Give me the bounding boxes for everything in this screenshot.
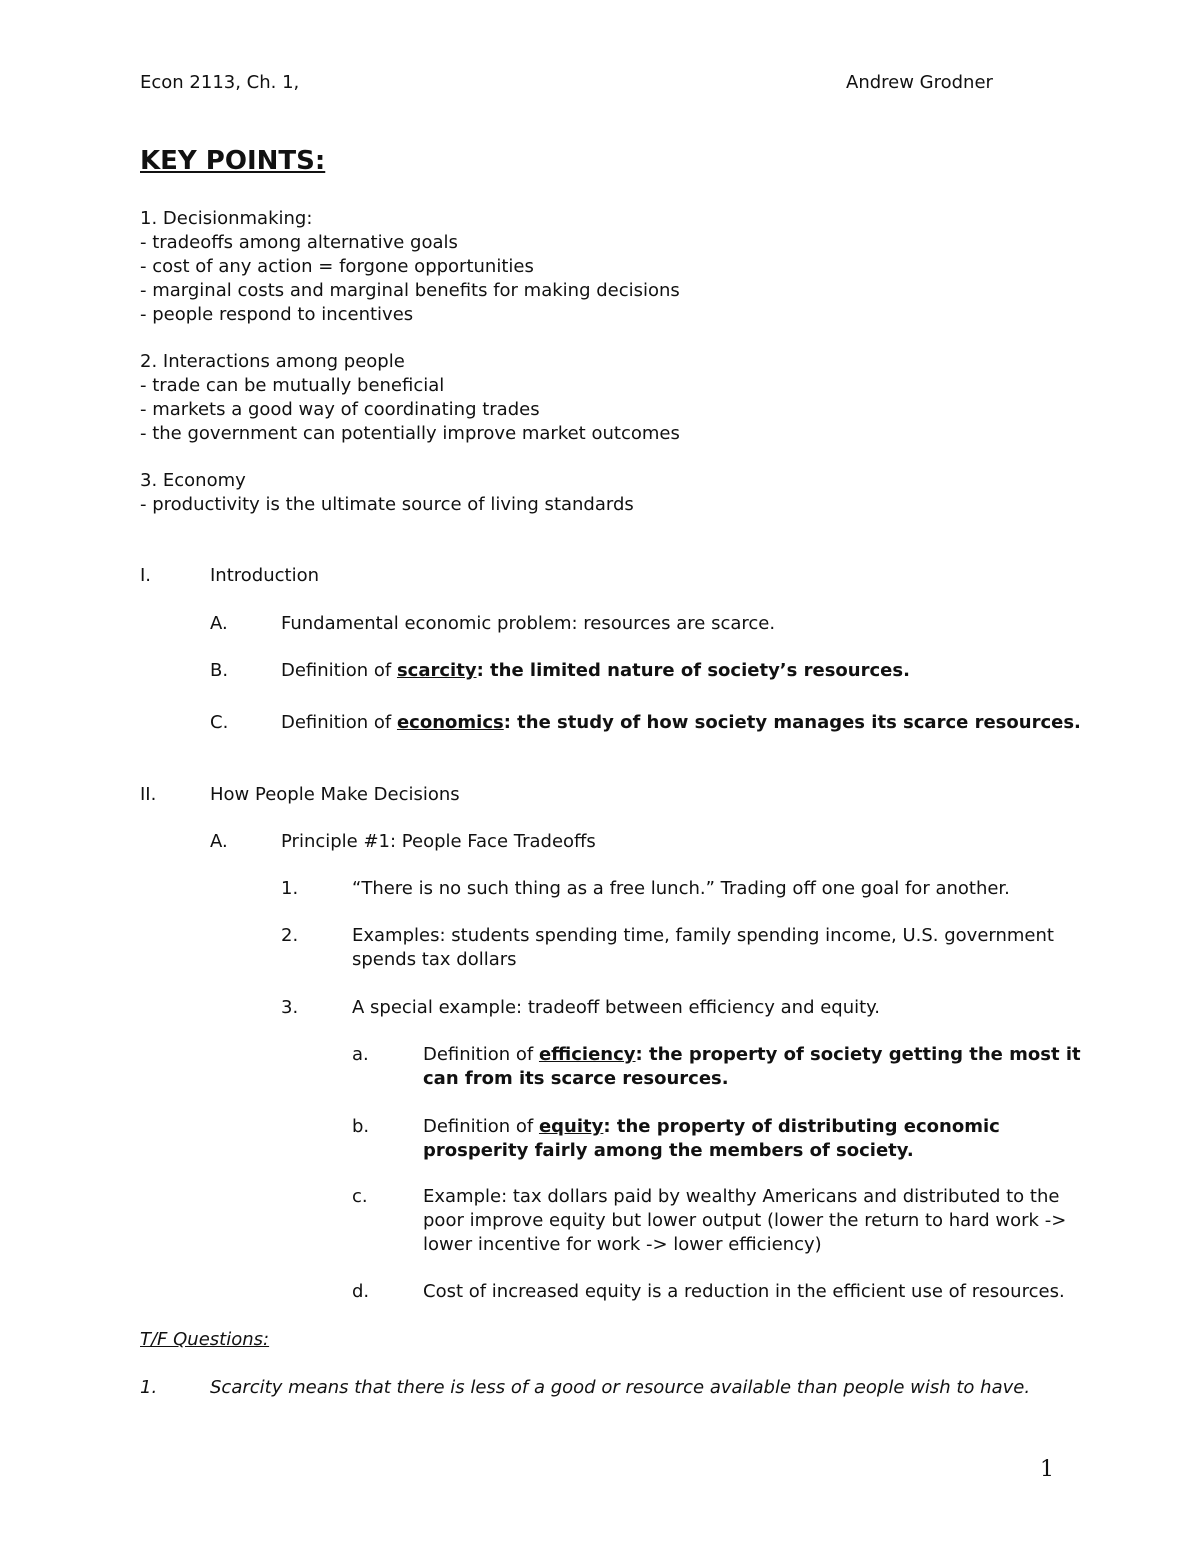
tf-heading: T/F Questions: [140,1329,270,1350]
outline-letter: d. [352,1281,370,1302]
definition-scarcity [281,659,910,683]
term-economics: economics [396,712,504,733]
outline-number: 1. [281,878,299,899]
term-equity: equity [538,1116,604,1137]
definition-prefix: Definition of [281,660,397,681]
definition-text: : the property of society getting the most it [635,1044,1081,1065]
key-point-item: - markets a good way of coordinating trades [140,399,540,420]
header-course: Econ 2113, Ch. 1, [140,72,300,93]
outline-item-continued: lower incentive for work -> lower efficiency) [423,1234,822,1255]
outline-item: “There is no such thing as a free lunch.” Trading off one goal for another. [352,878,1010,899]
definition-equity [423,1115,1000,1139]
outline-item-continued: spends tax dollars [352,949,517,970]
term-efficiency: efficiency [538,1044,636,1065]
tf-question: Scarcity means that there is less of a good or resource available than people wish to have. [210,1377,1031,1398]
key-point-heading: 1. Decisionmaking: [140,208,313,229]
outline-item: Fundamental economic problem: resources are scarce. [281,613,776,634]
key-point-item: - tradeoffs among alternative goals [140,232,458,253]
key-point-item: - trade can be mutually beneficial [140,375,445,396]
outline-letter: c. [352,1186,368,1207]
definition-text: : the property of distributing economic [603,1116,1000,1137]
outline-number: A. [210,613,228,634]
key-point-heading: 3. Economy [140,470,246,491]
definition-efficiency [423,1043,1081,1067]
key-point-item: - productivity is the ultimate source of living standards [140,494,634,515]
definition-economics [281,711,1081,735]
definition-prefix: Definition of [423,1116,539,1137]
section-heading: How People Make Decisions [210,784,460,805]
definition-prefix: Definition of [423,1044,539,1065]
outline-letter: a. [352,1044,369,1065]
outline-number: 3. [281,997,299,1018]
outline-item: A special example: tradeoff between efficiency and equity. [352,997,880,1018]
outline-number: A. [210,831,228,852]
term-scarcity: scarcity [396,660,477,681]
outline-number: I. [140,565,152,586]
outline-item: Example: tax dollars paid by wealthy Americans and distributed to the [423,1186,1060,1207]
definition-prefix: Definition of [281,712,397,733]
header-author: Andrew Grodner [846,72,993,93]
page-title: KEY POINTS: [140,146,326,176]
page-number: 1 [1040,1457,1054,1482]
key-point-heading: 2. Interactions among people [140,351,405,372]
outline-number: 1. [140,1377,158,1398]
principle-heading: Principle #1: People Face Tradeoffs [281,831,596,852]
key-point-item: - people respond to incentives [140,304,414,325]
outline-item: Cost of increased equity is a reduction in the efficient use of resources. [423,1281,1065,1302]
outline-item-continued: poor improve equity but lower output (lower the return to hard work -> [423,1210,1067,1231]
key-point-item: - marginal costs and marginal benefits for making decisions [140,280,680,301]
definition-text: : the study of how society manages its scarce resources. [503,712,1081,733]
outline-number: B. [210,660,229,681]
definition-text-continued: can from its scarce resources. [423,1068,729,1089]
key-point-item: - cost of any action = forgone opportunities [140,256,534,277]
key-point-item: - the government can potentially improve market outcomes [140,423,680,444]
definition-text-continued: prosperity fairly among the members of society. [423,1140,914,1161]
outline-letter: b. [352,1116,370,1137]
definition-text: : the limited nature of society’s resources. [476,660,910,681]
outline-number: II. [140,784,157,805]
section-heading: Introduction [210,565,320,586]
outline-number: 2. [281,925,299,946]
outline-number: C. [210,712,229,733]
outline-item: Examples: students spending time, family spending income, U.S. government [352,925,1054,946]
